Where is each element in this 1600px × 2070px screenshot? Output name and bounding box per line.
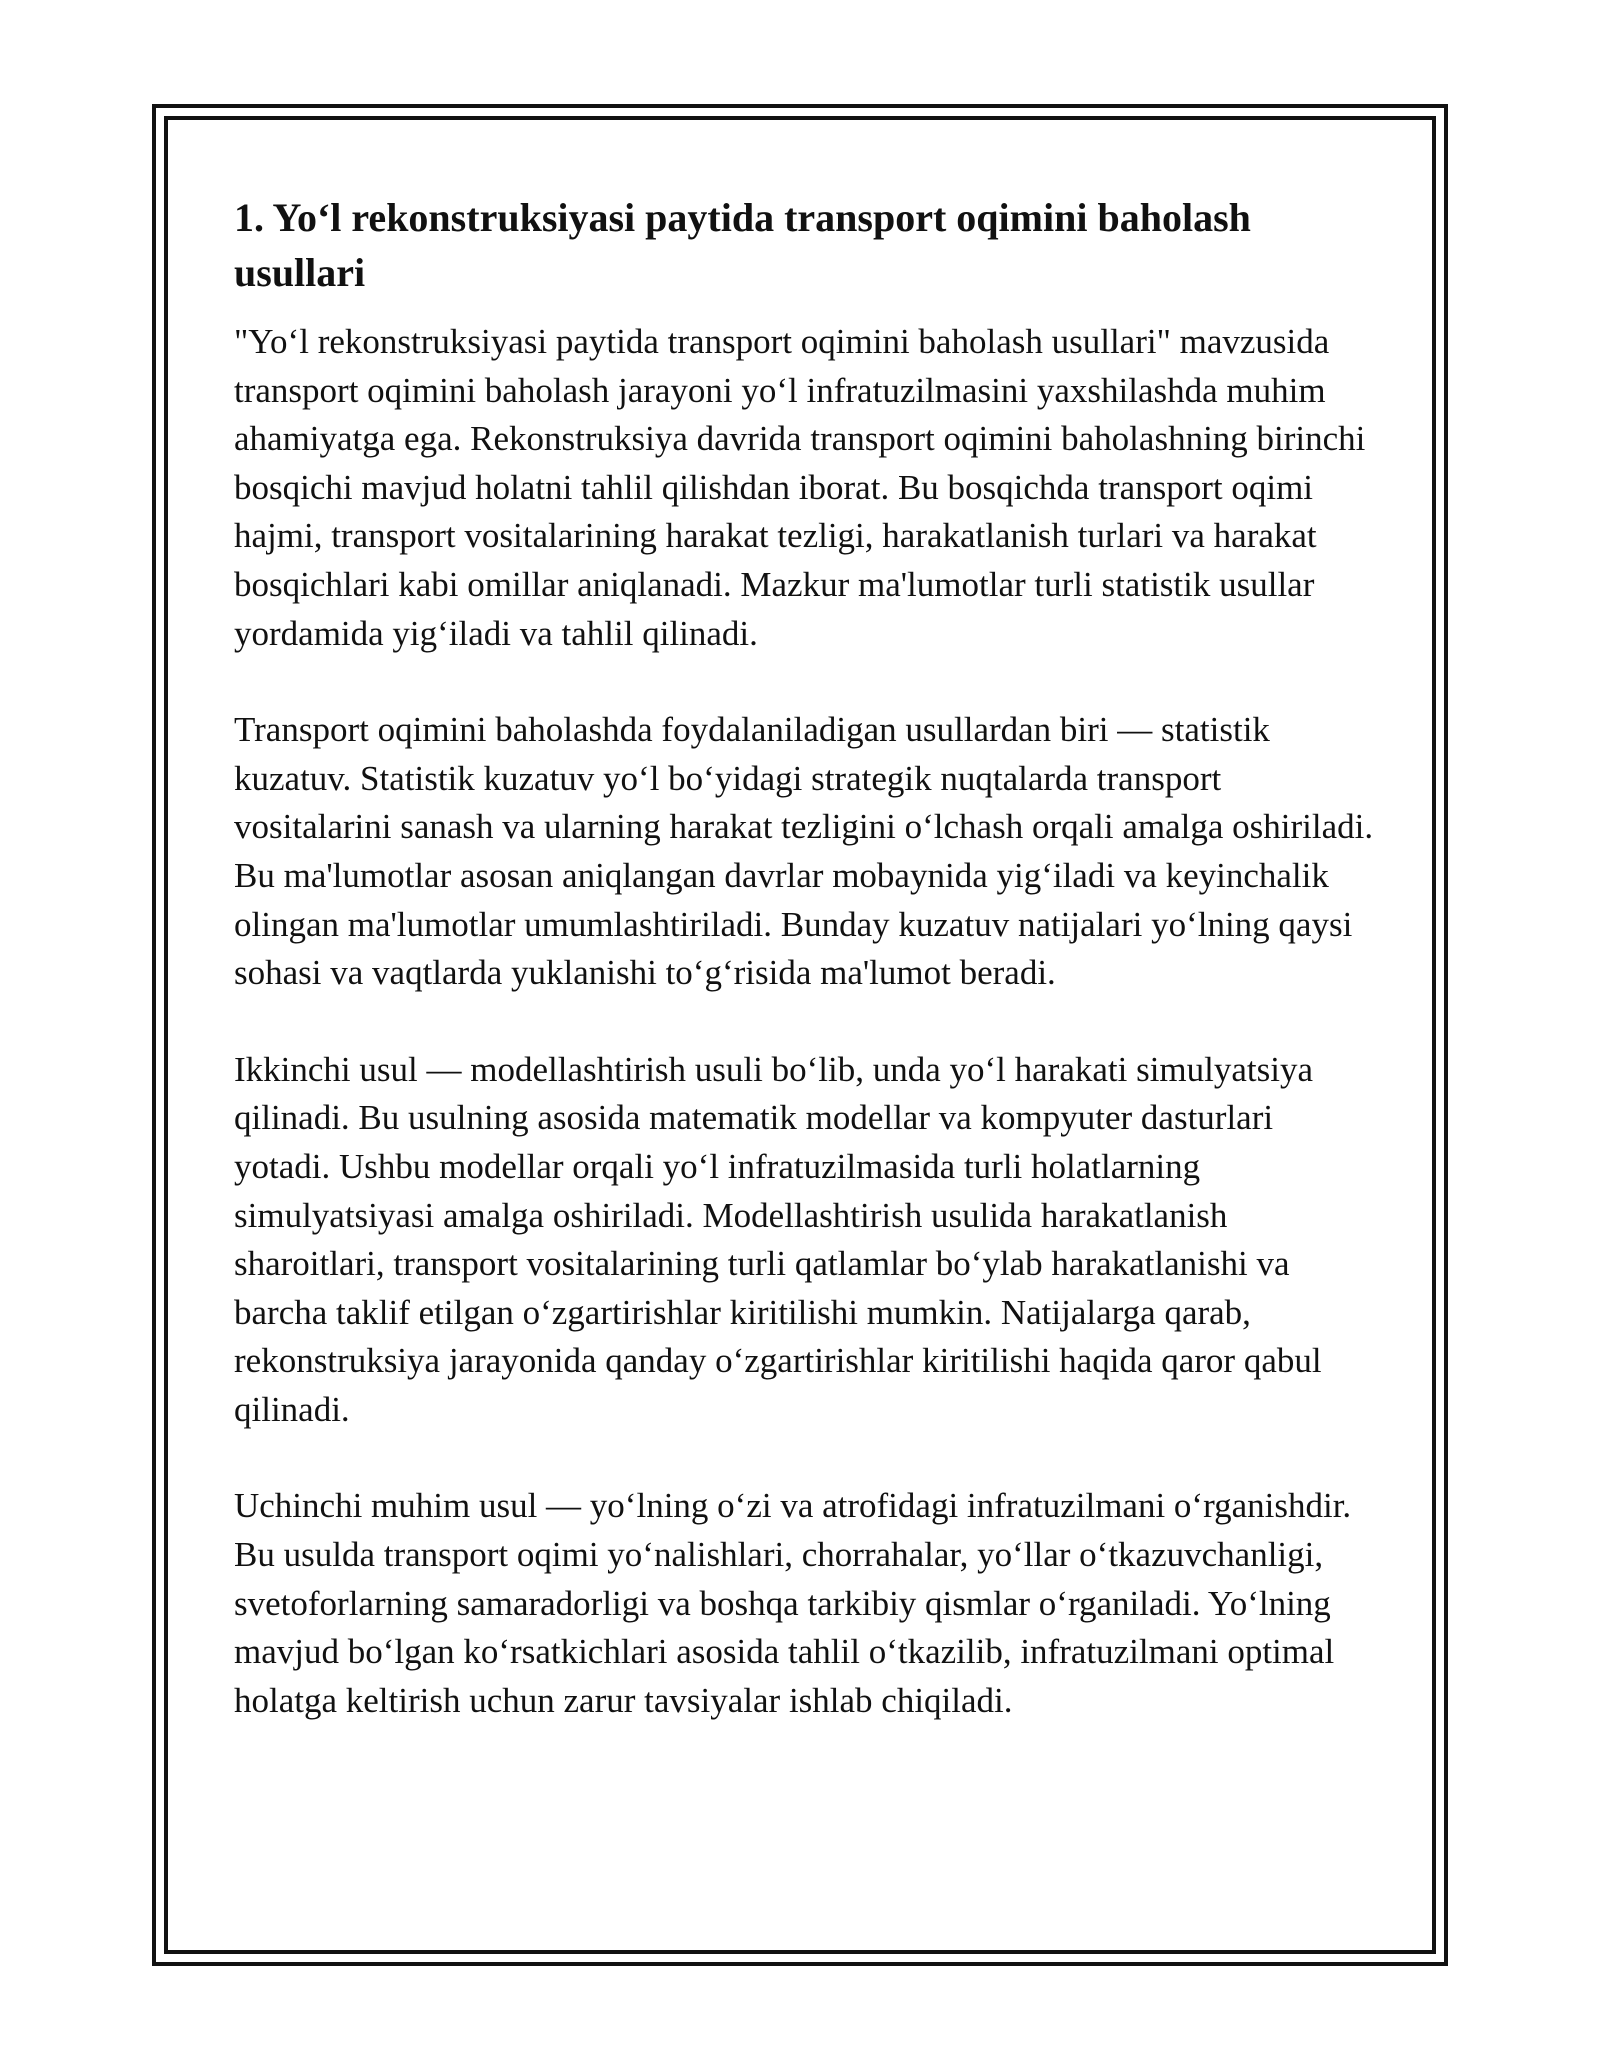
paragraph-intro: "Yo‘l rekonstruksiyasi paytida transport oqimini baholash usullari" mavzusida transport oqimini baholash jarayoni yo‘l infratuzilmasini yaxshilashda muhim ahamiyatga ega. Rekonstruksiya davrida transport oqimini baholashning birinchi bosqichi mavjud holatni tahlil qilishdan iborat. Bu bosqichda transport oqimi hajmi, transport vositalarining harakat tezligi, harakatlanish turlari va harakat bosqichlari kabi omillar aniqlanadi. Mazkur ma'lumotlar turli statistik usullar yordamida yig‘iladi va tahlil qilinadi. (234, 322, 1366, 653)
paragraph-statistical-observation: Transport oqimini baholashda foydalaniladigan usullardan biri — statistik kuzatuv. Statistik kuzatuv yo‘l bo‘yidagi strategik nuqtalarda transport vositalarini sanash va ularning harakat tezligini o‘lchash orqali amalga oshiriladi. Bu ma'lumotlar asosan aniqlangan davrlar mobaynida yig‘iladi va keyinchalik olingan ma'lumotlar umumlashtiriladi. Bunday kuzatuv natijalari yo‘lning qaysi sohasi va vaqtlarda yuklanishi to‘g‘risida ma'lumot beradi. (234, 710, 1374, 993)
paragraph-modeling-method: Ikkinchi usul — modellashtirish usuli bo‘lib, unda yo‘l harakati simulyatsiya qilinadi. Bu usulning asosida matematik modellar va kompyuter dasturlari yotadi. Ushbu modellar orqali yo‘l infratuzilmasida turli holatlarning simulyatsiyasi amalga oshiriladi. Modellashtirish usulida harakatlanish sharoitlari, transport vositalarining turli qatlamlar bo‘ylab harakatlanishi va barcha taklif etilgan o‘zgartirishlar kiritilishi mumkin. Natijalarga qarab, rekonstruksiya jarayonida qanday o‘zgartirishlar kiritilishi haqida qaror qabul qilinadi. (234, 1049, 1322, 1429)
paragraph-infrastructure-study: Uchinchi muhim usul — yo‘lning o‘zi va atrofidagi infratuzilmani o‘rganishdir. Bu usulda transport oqimi yo‘nalishlari, chorrahalar, yo‘llar o‘tkazuvchanligi, svetoforlarning samaradorligi va boshqa tarkibiy qismlar o‘rganiladi. Yo‘lning mavjud bo‘lgan ko‘rsatkichlari asosida tahlil o‘tkazilib, infratuzilmani optimal holatga keltirish uchun zarur tavsiyalar ishlab chiqiladi. (234, 1486, 1352, 1720)
document-content (234, 190, 1374, 1773)
section-title: 1. Yo‘l rekonstruksiyasi paytida transport oqimini baholash usullari (234, 195, 1251, 295)
